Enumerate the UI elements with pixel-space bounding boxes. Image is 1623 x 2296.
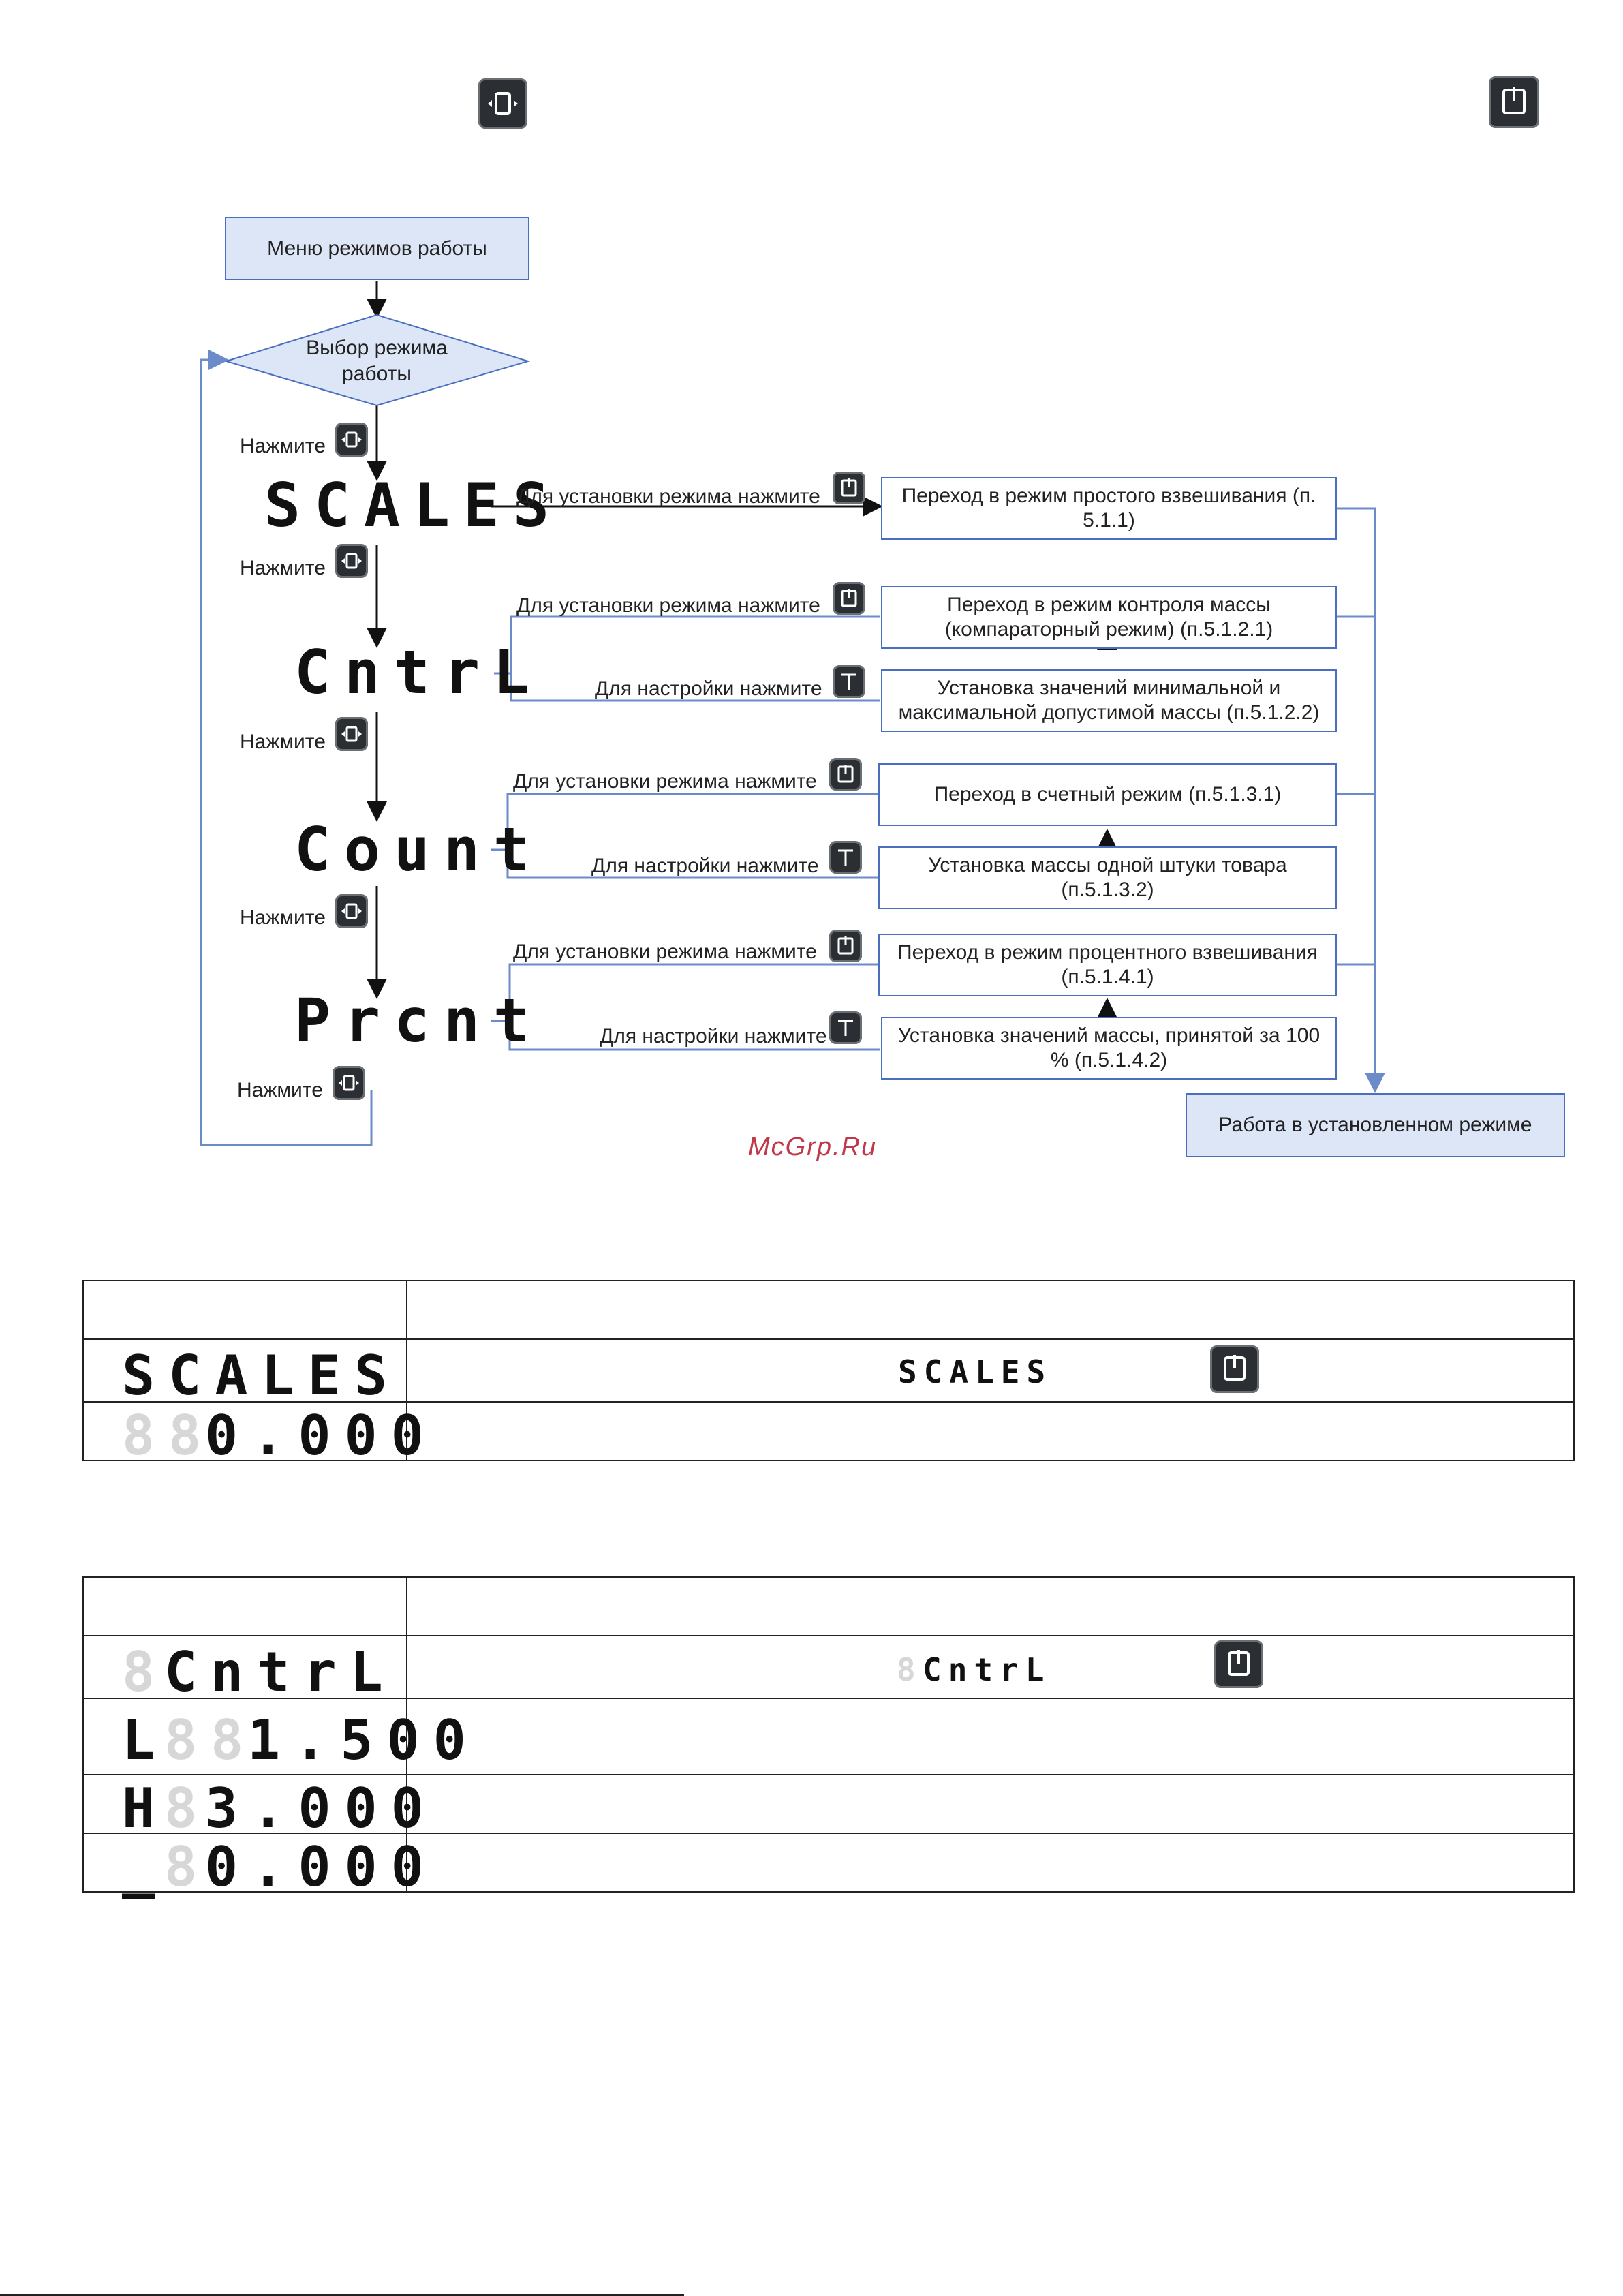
press-label: Нажмите — [240, 435, 326, 457]
table-cntrl — [82, 1576, 1575, 1899]
press-label: Нажмите — [237, 1079, 323, 1101]
power-set-key-icon — [1210, 1345, 1259, 1393]
table-row — [83, 1698, 1574, 1775]
tare-key-icon — [829, 841, 862, 874]
set-mode-label: Для установки режима нажмите — [513, 940, 817, 963]
press-label: Нажмите — [240, 731, 326, 753]
decision-label: Выбор режима работы — [306, 337, 448, 385]
box-prcnt-set: Переход в режим процентного взвешивания (п.5.1.4.1) — [878, 934, 1337, 996]
row-display-ghost: 8 — [164, 1835, 211, 1899]
watermark: McGrp.Ru — [748, 1133, 878, 1161]
inline-display: SCALES — [898, 1353, 1053, 1390]
row-display: 3.000 — [205, 1777, 437, 1840]
box-cntrl-set: Переход в режим контроля массы (компараторный режим) (п.5.1.2.1) — [881, 586, 1337, 649]
set-mode-label: Для установки режима нажмите — [516, 485, 820, 508]
table-row — [83, 1339, 1574, 1402]
setup-label: Для настройки нажмите — [600, 1025, 827, 1047]
row-display: CntrL — [164, 1640, 397, 1704]
row-display-ghost: 88 — [122, 1404, 215, 1467]
table-header-row — [83, 1281, 1574, 1339]
tare-key-icon — [833, 665, 865, 698]
cycle-mode-key-icon — [335, 894, 368, 928]
table-row — [83, 1833, 1574, 1892]
row-prefix: L — [122, 1709, 169, 1772]
row-prefix: H — [122, 1777, 169, 1840]
table-header-row — [83, 1577, 1574, 1636]
cycle-mode-key-icon — [335, 717, 368, 751]
set-mode-label: Для установки режима нажмите — [516, 594, 820, 617]
row-display: 0.000 — [205, 1835, 437, 1899]
row-prefix: _ — [122, 1835, 169, 1899]
box-prcnt-cfg: Установка значений массы, принятой за 100 % (п.5.1.4.2) — [881, 1017, 1337, 1080]
power-set-key-icon — [829, 758, 862, 791]
press-label: Нажмите — [240, 557, 326, 579]
mode-display-count: Count — [294, 814, 543, 885]
box-work: Работа в установленном режиме — [1186, 1093, 1565, 1157]
table-scales — [82, 1280, 1575, 1467]
row-display-ghost: 8 — [122, 1640, 169, 1704]
cycle-mode-key-icon — [335, 423, 368, 457]
row-display-ghost: 8 — [164, 1777, 211, 1840]
box-count-set: Переход в счетный режим (п.5.1.3.1) — [878, 763, 1337, 826]
row-display: 0.000 — [205, 1404, 437, 1467]
box-scales: Переход в режим простого взвешивания (п. 5.1.1) — [881, 477, 1337, 540]
power-set-key-icon — [833, 472, 865, 504]
mode-display-cntrl: CntrL — [294, 637, 543, 707]
row-display: SCALES — [122, 1344, 401, 1407]
table-row — [83, 1775, 1574, 1833]
row-display: 1.500 — [247, 1709, 480, 1772]
setup-label: Для настройки нажмите — [595, 677, 822, 700]
power-set-key-icon — [829, 930, 862, 962]
power-set-key-icon — [833, 582, 865, 615]
menu-box: Меню режимов работы — [225, 217, 529, 280]
mode-display-prcnt: Prcnt — [294, 985, 543, 1056]
press-label: Нажмите — [240, 906, 326, 929]
table-row — [83, 1636, 1574, 1698]
cycle-mode-key-icon — [333, 1066, 365, 1100]
row-display-ghost: 88 — [164, 1709, 258, 1772]
box-cntrl-cfg: Установка значений минимальной и максимальной допустимой массы (п.5.1.2.2) — [881, 669, 1337, 732]
set-mode-label: Для установки режима нажмите — [513, 770, 817, 793]
mode-display-scales: SCALES — [264, 470, 563, 540]
tare-key-icon — [829, 1011, 862, 1044]
cycle-mode-key-icon — [335, 544, 368, 578]
inline-display-ghost: 8 — [897, 1651, 923, 1688]
inline-display: CntrL — [923, 1651, 1051, 1688]
box-count-cfg: Установка массы одной штуки товара (п.5.1.3.2) — [878, 846, 1337, 909]
table-row — [83, 1402, 1574, 1460]
setup-label: Для настройки нажмите — [591, 855, 819, 877]
power-set-key-icon — [1214, 1640, 1263, 1688]
